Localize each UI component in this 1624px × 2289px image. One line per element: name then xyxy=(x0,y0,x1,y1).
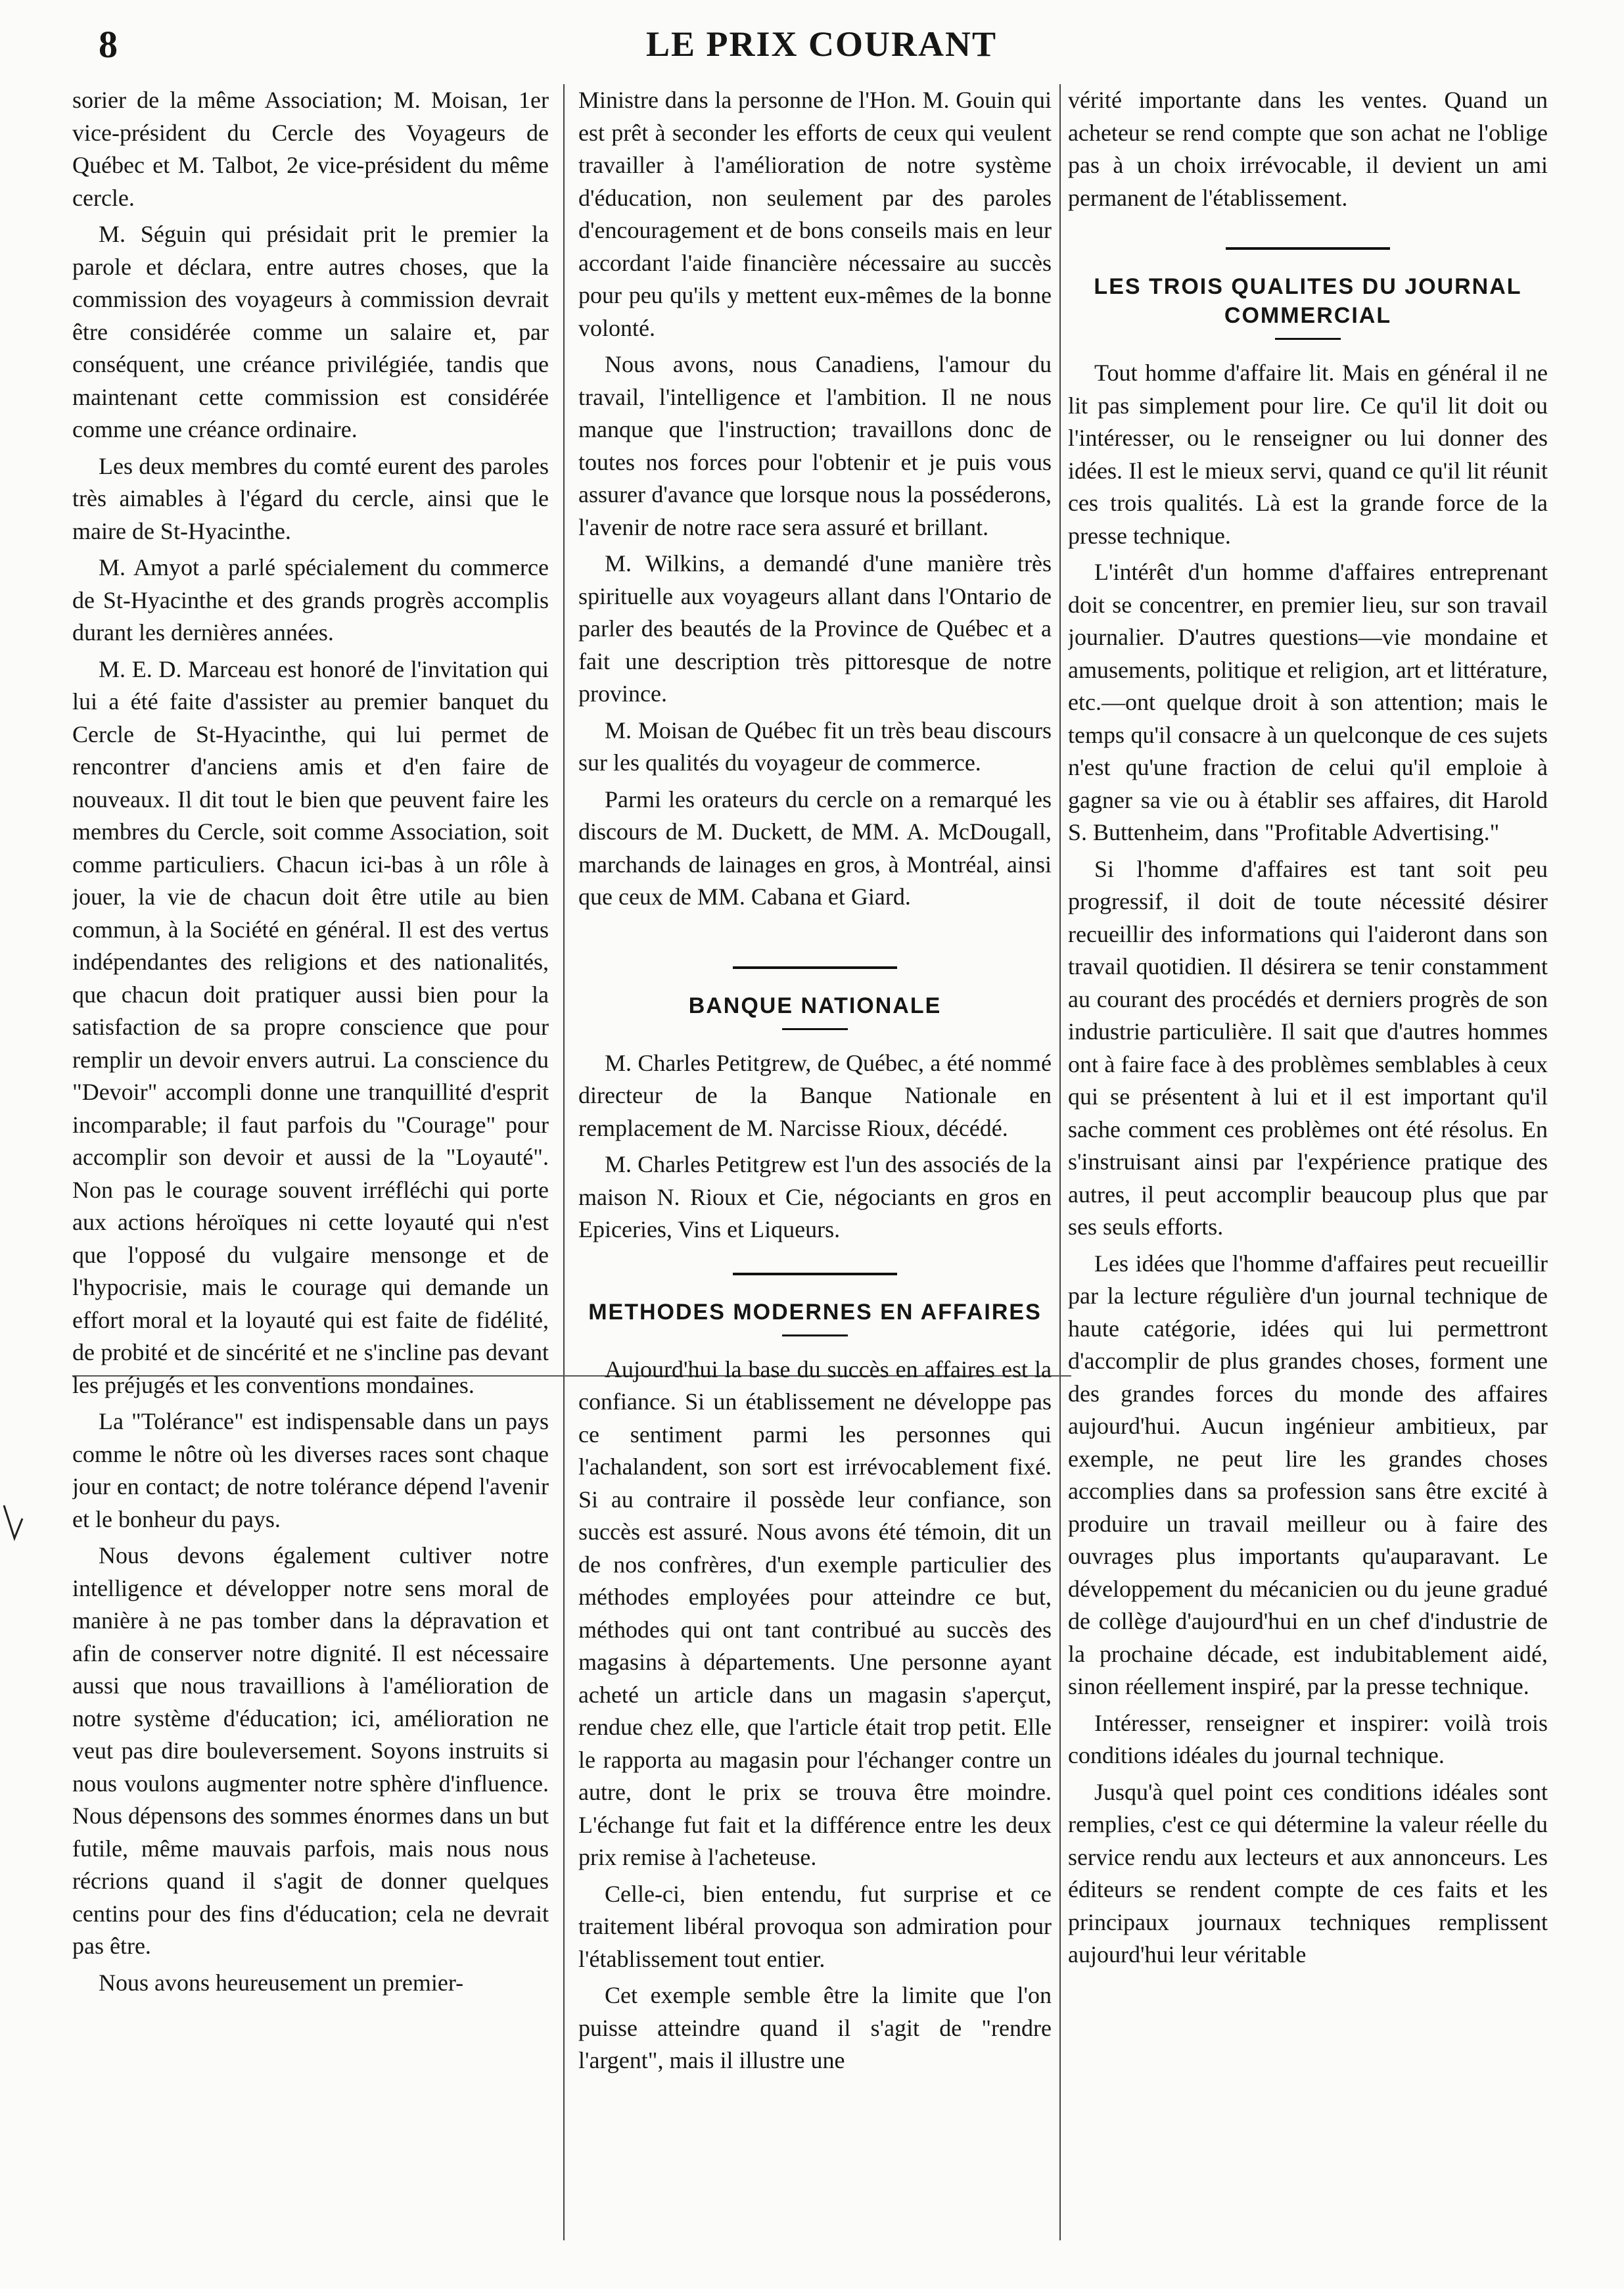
article-paragraph: M. Moisan de Québec fit un très beau discours sur les qualités du voyageur de commerce. xyxy=(578,717,1052,776)
section-separator xyxy=(733,1273,897,1275)
article-paragraph: Si l'homme d'affaires est tant soit peu progressif, il doit de toute nécessité désirer recueillir des informations qui l'aideront dans son travail quotidien. Il désirera se tenir constamment au courant des procédés et derniers progrès de son industrie particulière. Il sait que d'autres hommes ont à faire face à des problèmes semblables à ceux qui se présentent à lui et il est important qu'il sache comment ces problèmes ont été résolus. En s'instruisant ainsi par l'expérience pratique des autres, il peut accomplir beaucoup plus que par ses seuls efforts. xyxy=(1068,855,1548,1240)
page-number: 8 xyxy=(99,23,118,66)
article-paragraph: M. Charles Petitgrew, de Québec, a été nommé directeur de la Banque Nationale en remplacement de M. Narcisse Rioux, décédé. xyxy=(578,1049,1052,1141)
article-paragraph: vérité importante dans les ventes. Quand un acheteur se rend compte que son achat ne l'oblige pas à un choix irrévocable, il devient un ami permanent de l'établissement. xyxy=(1068,87,1548,211)
article-paragraph: Parmi les orateurs du cercle on a remarqué les discours de M. Duckett, de MM. A. McDougall, marchands de lainages en gros, à Montréal, ainsi que ceux de MM. Cabana et Giard. xyxy=(578,786,1052,910)
title-underline xyxy=(782,1334,848,1336)
article-paragraph: Intéresser, renseigner et inspirer: voilà trois conditions idéales du journal technique. xyxy=(1068,1709,1548,1768)
column-left xyxy=(72,84,549,2254)
column-middle xyxy=(578,84,1052,2254)
article-paragraph: M. Amyot a parlé spécialement du commerce de St-Hyacinthe et des grands progrès accomplis durant les dernières années. xyxy=(72,554,549,646)
article-paragraph: Nous avons heureusement un premier- xyxy=(99,1969,464,1996)
article-paragraph: Jusqu'à quel point ces conditions idéales sont remplies, c'est ce qui détermine la valeur réelle du service rendu aux lecteurs et aux annonceurs. Les éditeurs se rendent compte de ces faits et les principaux journaux techniques remplissent aujourd'hui leur véritable xyxy=(1068,1778,1548,1968)
journal-title: LE PRIX COURANT xyxy=(645,24,998,64)
article-paragraph: M. Wilkins, a demandé d'une manière très spirituelle aux voyageurs allant dans l'Ontario de parler des beautés de la Province de Québec et a fait une description très pittoresque de notre province. xyxy=(578,550,1052,707)
article-paragraph: La "Tolérance" est indispensable dans un pays comme le nôtre où les diverses races sont chaque jour en contact; de notre tolérance dépend l'avenir et le bonheur du pays. xyxy=(72,1408,549,1532)
section-separator xyxy=(1226,247,1390,250)
section-title-journal: LES TROIS QUALITES DU JOURNAL COMMERCIAL xyxy=(1094,274,1522,328)
article-paragraph: L'intérêt d'un homme d'affaires entreprenant doit se concentrer, en premier lieu, sur son travail journalier. D'autres questions—vie mondaine et amusements, politique et religion, art et littérature, etc.—ont quelque droit à son attention; mais le temps qu'il consacre à un quelconque de ces sujets n'est qu'une fraction de celui qu'il emploie à gagner sa vie ou à établir ses affaires, dit Harold S. Buttenheim, dans "Profitable Advertising." xyxy=(1068,559,1548,845)
article-paragraph: Ministre dans la personne de l'Hon. M. Gouin qui est prêt à seconder les efforts de ceux qui veulent travailler à l'amélioration de notre système d'éducation, non seulement par des paroles d'encouragement et de bons conseils mais en leur accordant l'aide financière nécessaire au succès pour peu qu'ils y mettent eux-mêmes de la bonne volonté. xyxy=(578,87,1052,341)
article-paragraph: Tout homme d'affaire lit. Mais en général il ne lit pas simplement pour lire. Ce qu'il lit doit ou l'intéresser, ou le renseigner ou lui donner des idées. Il est le mieux servi, quand ce qu'il lit réunit ces trois qualités. Là est la grande force de la presse technique. xyxy=(1068,360,1548,549)
article-paragraph: M. Charles Petitgrew est l'un des associés de la maison N. Rioux et Cie, négociants en gros en Epiceries, Vins et Liqueurs. xyxy=(578,1151,1052,1242)
title-underline xyxy=(782,1028,848,1030)
title-underline xyxy=(1275,338,1341,340)
article-paragraph: Celle-ci, bien entendu, fut surprise et ce traitement libéral provoqua son admiration pour l'établissement tout entier. xyxy=(578,1880,1052,1972)
article-paragraph: M. Séguin qui présidait prit le premier la parole et déclara, entre autres choses, que la commission des voyageurs à commission devrait être considérée comme un salaire et, par conséquent, une créance privilégiée, tandis que maintenant cette commission est considérée comme une créance ordinaire. xyxy=(72,221,549,442)
column-divider xyxy=(1059,84,1061,2240)
section-title-methodes: METHODES MODERNES EN AFFAIRES xyxy=(588,1299,1042,1325)
margin-mark-icon xyxy=(0,1499,26,1558)
article-paragraph: Les deux membres du comté eurent des paroles très aimables à l'égard du cercle, ainsi que le maire de St-Hyacinthe. xyxy=(72,452,549,544)
section-title-banque: BANQUE NATIONALE xyxy=(688,993,942,1018)
column-right xyxy=(1068,84,1548,2254)
column-divider xyxy=(563,84,565,2240)
article-paragraph: Cet exemple semble être la limite que l'on puisse atteindre quand il s'agit de "rendre l'argent", mais il illustre une xyxy=(578,1982,1052,2073)
article-paragraph: M. E. D. Marceau est honoré de l'invitation qui lui a été faite d'assister au premier banquet du Cercle de St-Hyacinthe, qui lui permet de rencontrer d'anciens amis et d'en faire de nouveaux. Il dit tout le bien que peuvent faire les membres du Cercle, soit comme Association, soit comme particuliers. Chacun ici-bas à un rôle à jouer, la vie de chacun doit être utile au bien commun, à la Société en général. Il est des vertus indépendantes des religions et des nationalités, que chacun doit pratiquer aussi bien pour la satisfaction de sa propre conscience que pour remplir un devoir envers autrui. La conscience du "Devoir" accompli donne une tranquillité d'esprit incomparable; il faut parfois du "Courage" pour accomplir son devoir et aussi de la "Loyauté". Non pas le courage souvent irréfléchi qui porte aux actions héroïques ni cette loyauté qui n'est que l'opposé du vulgaire mensonge et de l'hypocrisie, mais le courage qui demande un effort moral et la loyauté qui est faite de fidélité, de probité et de sincérité et ne s'incline pas devant les préjugés et les conventions mondaines. xyxy=(72,655,549,1398)
page-header xyxy=(99,18,1544,71)
article-paragraph: Les idées que l'homme d'affaires peut recueillir par la lecture régulière d'un journal technique de haute catégorie, idées qui lui permettront d'accomplir de plus grandes choses, forment une des grandes forces du monde des affaires aujourd'hui. Aucun ingénieur ambitieux, par exemple, ne peut lire les grandes choses accomplies dans sa profession sans être excité à produire un travail meilleur ou à faire des ouvrages plus importants qu'auparavant. Le développement du mécanicien ou du jeune gradué de collège d'aujourd'hui en un chef d'industrie de la prochaine décade, est indubitablement aidé, sinon réellement inspiré, par la presse technique. xyxy=(1068,1250,1548,1699)
article-paragraph: Nous devons également cultiver notre intelligence et développer notre sens moral de manière à ne pas tomber dans la dépravation et afin de conserver notre dignité. Il est nécessaire aussi que nous travaillions à l'amélioration de notre système d'éducation; ici, amélioration ne veut pas dire bouleversement. Soyons instruits si nous voulons augmenter notre sphère d'influence. Nous dépensons des sommes énormes dans un but futile, même mauvais parfois, mais nous nous récrions quand il s'agit de donner quelques centins pour des fins d'éducation; cela ne devrait pas être. xyxy=(72,1542,549,1959)
article-paragraph: sorier de la même Association; M. Moisan, 1er vice-président du Cercle des Voyageurs de Québec et M. Talbot, 2e vice-président du même cercle. xyxy=(72,87,549,211)
section-separator xyxy=(733,966,897,969)
article-paragraph: Aujourd'hui la base du succès en affaires est la confiance. Si un établissement ne développe pas ce sentiment parmi les personnes qui l'achalandent, son sort est irrévocablement fixé. Si au contraire il possède leur confiance, son succès est assuré. Nous avons été témoin, dit un de nos confrères, d'un exemple particulier des méthodes employées pour atteindre ce but, méthodes qui ont tant contribué au succès des magasins à départements. Une personne ayant acheté un article dans un magasin s'aperçut, rendue chez elle, que l'article était trop petit. Elle le rapporta au magasin pour l'échanger contre un autre, dont le prix se trouva être moindre. L'échange fut fait et la différence entre les deux prix remise à l'acheteuse. xyxy=(578,1356,1052,1870)
article-paragraph: Nous avons, nous Canadiens, l'amour du travail, l'intelligence et l'ambition. Il ne nous manque que l'instruction; travaillons donc de toutes nos forces pour l'obtenir et je puis vous assurer d'avance que lorsque nous la posséderons, l'avenir de notre race sera assuré et brillant. xyxy=(578,351,1052,540)
